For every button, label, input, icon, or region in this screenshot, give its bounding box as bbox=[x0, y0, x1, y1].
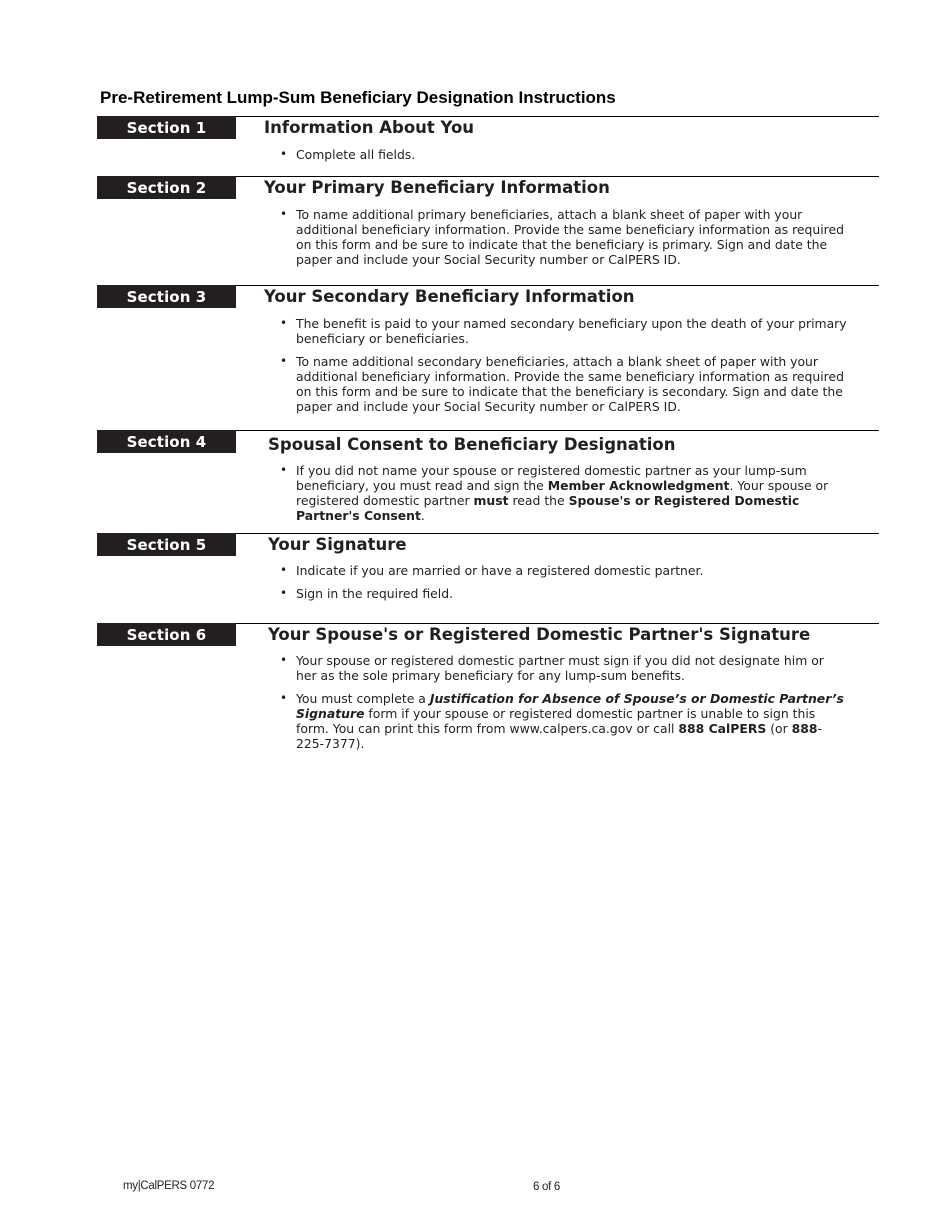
bullet-item bbox=[280, 691, 848, 751]
section-heading: Spousal Consent to Beneficiary Designation bbox=[268, 435, 676, 454]
bullet-list bbox=[280, 653, 848, 759]
bullet-item bbox=[280, 653, 848, 683]
section-1 bbox=[97, 116, 879, 166]
bullet-text: To name additional secondary beneficiaries, attach a blank sheet of paper with your additional beneficiary information. Provide the same beneficiary information as required on this form and be sure to indicate that the beneficiary is secondary. Sign and date the paper and include your Social Security number or CalPERS ID. bbox=[296, 354, 844, 414]
section-3 bbox=[97, 285, 879, 420]
bullet-text: Complete all fields. bbox=[296, 147, 416, 162]
bullet-item bbox=[280, 316, 848, 346]
section-badge: Section 2 bbox=[97, 176, 236, 199]
bullet-text: read the bbox=[508, 493, 569, 508]
section-badge: Section 1 bbox=[97, 116, 236, 139]
section-divider bbox=[236, 116, 879, 117]
bullet-item bbox=[280, 586, 848, 601]
bullet-bold-text: Member Acknowledgment bbox=[547, 478, 730, 493]
bullet-item bbox=[280, 463, 848, 523]
bullet-text: -225-7377). bbox=[296, 721, 823, 751]
bullet-item bbox=[280, 563, 848, 578]
section-divider bbox=[236, 285, 879, 286]
bullet-text: To name additional primary beneficiaries, attach a blank sheet of paper with your additional beneficiary information. Provide the same beneficiary information as required on this form and be sure to indicate that the beneficiary is primary. Sign and date the paper and include your Social Security number or CalPERS ID. bbox=[296, 207, 844, 267]
section-heading: Your Primary Beneficiary Information bbox=[264, 178, 610, 197]
bullet-text: (or bbox=[766, 721, 792, 736]
bullet-bold-text: 888 CalPERS bbox=[678, 721, 767, 736]
bullet-list bbox=[280, 316, 848, 422]
bullet-list bbox=[280, 147, 848, 170]
section-divider bbox=[236, 533, 879, 534]
bullet-text: . bbox=[420, 508, 425, 523]
section-heading: Your Signature bbox=[268, 535, 407, 554]
section-divider bbox=[236, 176, 879, 177]
bullet-item bbox=[280, 147, 848, 162]
bullet-text: The benefit is paid to your named secondary beneficiary upon the death of your primary beneficiary or beneficiaries. bbox=[296, 316, 847, 346]
bullet-bold-text: Spouse's or Registered Domestic Partner's Consent bbox=[296, 493, 800, 523]
section-heading: Your Spouse's or Registered Domestic Partner's Signature bbox=[268, 625, 811, 644]
bullet-text: You must complete a bbox=[296, 691, 430, 706]
document-title: Pre-Retirement Lump-Sum Beneficiary Designation Instructions bbox=[100, 88, 616, 107]
bullet-text: If you did not name your spouse or registered domestic partner as your lump-sum beneficiary, you must read and sign the bbox=[296, 463, 807, 493]
section-divider bbox=[236, 623, 879, 624]
section-divider bbox=[236, 430, 879, 431]
bullet-bold-italic-text: Justification for Absence of Spouse’s or Domestic Partner’s Signature bbox=[296, 691, 844, 721]
page-number: 6 of 6 bbox=[533, 1181, 560, 1193]
section-6 bbox=[97, 623, 879, 753]
section-badge: Section 5 bbox=[97, 533, 236, 556]
section-5 bbox=[97, 533, 879, 613]
bullet-text: Your spouse or registered domestic partner must sign if you did not designate him or her as the sole primary beneficiary for any lump-sum benefits. bbox=[296, 653, 824, 683]
bullet-bold-text: must bbox=[473, 493, 509, 508]
bullet-list bbox=[280, 463, 848, 531]
form-id: my|CalPERS 0772 bbox=[123, 1180, 215, 1192]
bullet-text: . Your spouse or registered domestic partner bbox=[296, 478, 829, 508]
section-heading: Information About You bbox=[264, 118, 475, 137]
section-2 bbox=[97, 176, 879, 276]
bullet-item bbox=[280, 354, 848, 414]
bullet-text: Sign in the required field. bbox=[296, 586, 454, 601]
bullet-text: form if your spouse or registered domestic partner is unable to sign this form. You can print this form from www.calpers.ca.gov or call bbox=[296, 706, 816, 736]
section-badge: Section 4 bbox=[97, 430, 236, 453]
section-4 bbox=[97, 430, 879, 525]
bullet-list bbox=[280, 207, 848, 275]
section-heading: Your Secondary Beneficiary Information bbox=[264, 287, 635, 306]
bullet-item bbox=[280, 207, 848, 267]
bullet-bold-text: 888 bbox=[791, 721, 818, 736]
bullet-text: Indicate if you are married or have a registered domestic partner. bbox=[296, 563, 704, 578]
bullet-list bbox=[280, 563, 848, 609]
section-badge: Section 3 bbox=[97, 285, 236, 308]
section-badge: Section 6 bbox=[97, 623, 236, 646]
